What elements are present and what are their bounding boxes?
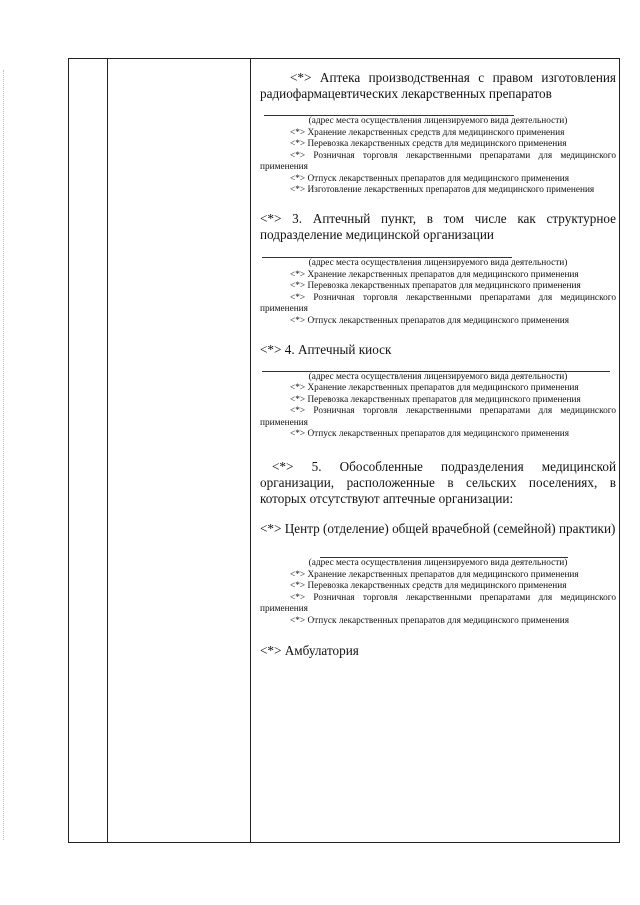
list-item: <*> Розничная торговля лекарственными препаратами для медицинского применения bbox=[260, 292, 616, 315]
section-title: <*> Амбулатория bbox=[260, 643, 359, 659]
table-left-border bbox=[68, 58, 69, 843]
section-title: <*> 5. Обособленные подразделения медицинской организации, расположенные в сельских поселениях, в которых отсутствуют аптечные организации: bbox=[260, 459, 616, 506]
list-item: <*> Перевозка лекарственных препаратов для медицинского применения bbox=[290, 394, 581, 405]
address-caption: (адрес места осуществления лицензируемого вида деятельности) bbox=[308, 558, 568, 568]
list-item: <*> Хранение лекарственных средств для медицинского применения bbox=[290, 127, 565, 138]
license-content-cell bbox=[260, 70, 616, 659]
list-item: <*> Розничная торговля лекарственными препаратами для медицинского применения bbox=[260, 406, 616, 428]
section-title: <*> Аптека производственная с правом изготовления радиофармацевтических лекарственных препаратов bbox=[260, 70, 616, 101]
table-top-border bbox=[68, 58, 620, 59]
list-item: <*> Перевозка лекарственных препаратов для медицинского применения bbox=[290, 281, 581, 292]
list-item: <*> Розничная торговля лекарственными препаратами для медицинского применения bbox=[260, 150, 616, 173]
list-item: <*> Розничная торговля лекарственными препаратами для медицинского применения bbox=[260, 592, 616, 615]
address-caption: (адрес места осуществления лицензируемого вида деятельности) bbox=[308, 258, 568, 269]
list-item: <*> Перевозка лекарственных средств для медицинского применения bbox=[290, 581, 567, 592]
section-title: <*> 3. Аптечный пункт, в том числе как структурное подразделение медицинской организации bbox=[260, 211, 616, 243]
table-bottom-border bbox=[68, 842, 620, 843]
section-title: <*> 4. Аптечный киоск bbox=[260, 341, 392, 357]
list-item: <*> Изготовление лекарственных препаратов для медицинского применения bbox=[290, 185, 595, 196]
list-item: <*> Перевозка лекарственных средств для медицинского применения bbox=[290, 139, 567, 150]
section-title: <*> Центр (отделение) общей врачебной (семейной) практики) bbox=[260, 521, 616, 536]
margin-dots bbox=[3, 70, 6, 840]
table-col-divider-2 bbox=[250, 58, 251, 843]
list-item: <*> Хранение лекарственных препаратов для медицинского применения bbox=[290, 569, 579, 580]
list-item: <*> Отпуск лекарственных препаратов для медицинского применения bbox=[290, 315, 570, 326]
table-right-border bbox=[619, 58, 620, 843]
list-item: <*> Отпуск лекарственных препаратов для медицинского применения bbox=[290, 615, 570, 626]
address-caption: (адрес места осуществления лицензируемого вида деятельности) bbox=[308, 371, 568, 382]
list-item: <*> Отпуск лекарственных препаратов для медицинского применения bbox=[290, 173, 570, 184]
list-item: <*> Хранение лекарственных препаратов для медицинского применения bbox=[290, 269, 579, 280]
list-item: <*> Хранение лекарственных препаратов для медицинского применения bbox=[290, 383, 579, 394]
table-col-divider-1 bbox=[107, 58, 108, 843]
list-item: <*> Отпуск лекарственных препаратов для медицинского применения bbox=[290, 429, 570, 440]
address-caption: (адрес места осуществления лицензируемого вида деятельности) bbox=[308, 116, 568, 126]
